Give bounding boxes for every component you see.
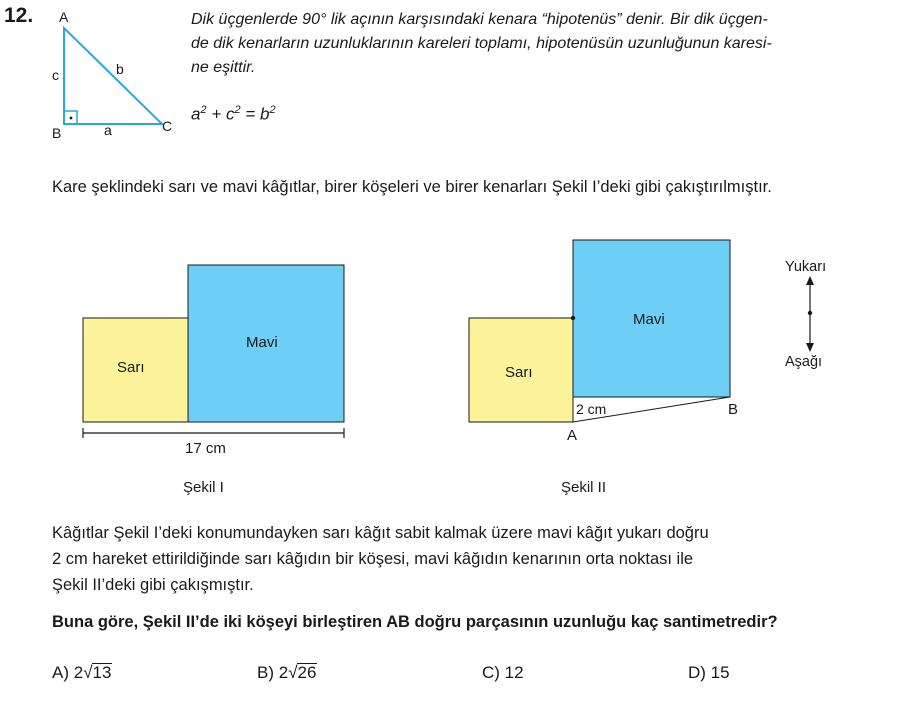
description-line: Kâğıtlar Şekil I’deki konumundayken sarı kâğıt sabit kalmak üzere mavi kâğıt yukarı doğru: [52, 524, 709, 542]
option-a-prefix: A) 2: [52, 663, 84, 682]
midpoint-dot: [571, 316, 575, 320]
triangle-outline: [64, 28, 162, 124]
option-c[interactable]: C) 12: [482, 663, 524, 682]
vertex-a-label: A: [59, 9, 69, 25]
vertex-b-label: B: [52, 125, 62, 141]
formula-b-exp: 2: [269, 104, 276, 116]
formula-c-exp: 2: [234, 104, 241, 116]
point-b-label: B: [728, 401, 739, 418]
blue-label: Mavi: [246, 334, 278, 351]
description-line: 2 cm hareket ettirildiğinde sarı kâğıdın bir köşesi, mavi kâğıdın kenarının orta noktası ile: [52, 550, 694, 568]
center-dot: [808, 311, 812, 315]
info-line: de dik kenarların uzunluklarının kareleri toplamı, hipotenüsün uzunluğunun karesi-: [191, 35, 772, 52]
description-paragraph: [52, 520, 852, 598]
option-b[interactable]: [257, 663, 317, 683]
info-line: Dik üçgenlerde 90° lik açının karşısındaki kenara “hipotenüs” denir. Bir dik üçgen-: [191, 11, 768, 28]
figure-1: [70, 255, 360, 500]
formula-c: c: [226, 104, 235, 124]
yellow-label: Sarı: [117, 359, 145, 376]
blue-label: Mavi: [633, 311, 665, 328]
description-line: Şekil II’deki gibi çakışmıştır.: [52, 576, 254, 594]
formula-b: b: [260, 104, 270, 124]
yellow-label: Sarı: [505, 364, 533, 381]
question-number: 12.: [4, 4, 34, 27]
info-paragraph: [191, 8, 891, 80]
question-text: Buna göre, Şekil II’de iki köşeyi birleştiren AB doğru parçasının uzunluğu kaç santimetredir?: [52, 613, 778, 631]
shift-label: 2 cm: [576, 401, 607, 417]
sqrt-icon: √: [288, 663, 298, 682]
formula-a-exp: 2: [200, 104, 207, 116]
option-d[interactable]: D) 15: [688, 663, 730, 682]
option-b-prefix: B) 2: [257, 663, 289, 682]
up-label: Yukarı: [785, 259, 827, 275]
formula-equals: =: [245, 104, 256, 124]
intro-text: Kare şeklindeki sarı ve mavi kâğıtlar, birer köşeleri ve birer kenarları Şekil I’deki gibi çakıştırılmıştır.: [52, 178, 772, 196]
down-arrow-icon: [806, 343, 814, 352]
right-angle-dot: [70, 117, 73, 120]
option-b-radicand: 26: [297, 663, 317, 682]
formula-plus: +: [211, 104, 222, 124]
figure-2-caption: Şekil II: [561, 479, 607, 496]
figure-2: [460, 230, 760, 500]
side-a-label: a: [104, 122, 112, 138]
pythagorean-formula: [191, 104, 276, 125]
info-line: ne eşittir.: [191, 59, 256, 76]
side-c-label: c: [52, 67, 59, 83]
figure-1-caption: Şekil I: [183, 479, 224, 496]
down-label: Aşağı: [785, 354, 823, 370]
up-arrow-icon: [806, 276, 814, 285]
option-a[interactable]: [52, 663, 112, 683]
option-a-radicand: 13: [92, 663, 112, 682]
sqrt-icon: √: [83, 663, 93, 682]
formula-a: a: [191, 104, 201, 124]
width-label: 17 cm: [185, 440, 226, 457]
side-b-label: b: [116, 61, 124, 77]
point-a-label: A: [567, 427, 578, 444]
direction-indicator: [770, 250, 850, 375]
right-triangle-figure: [40, 0, 190, 150]
vertex-c-label: C: [162, 118, 173, 134]
